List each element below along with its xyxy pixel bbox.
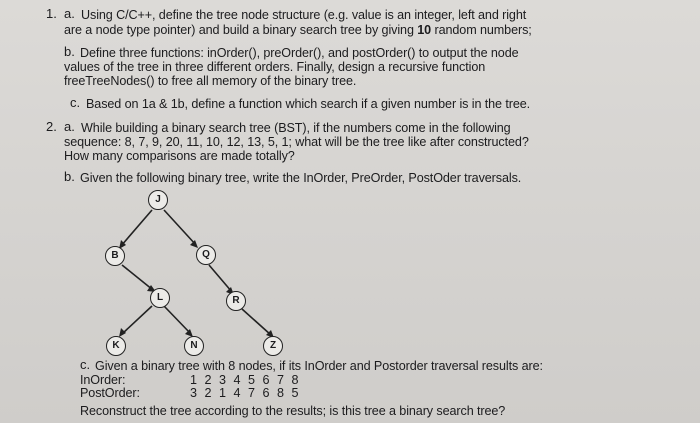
tree-node-r: R — [226, 291, 246, 311]
q2c-last-line: Reconstruct the tree according to the results; is this tree a binary search tree? — [80, 404, 506, 418]
q2c-line1: Given a binary tree with 8 nodes, if its InOrder and Postorder traversal results are: — [95, 359, 543, 373]
q1b-label: b. — [64, 44, 75, 59]
q1c-line1: Based on 1a & 1b, define a function which search if a given number is in the tree. — [86, 97, 531, 111]
q1a-label: a. — [64, 6, 75, 21]
tree-node-j: J — [148, 190, 168, 210]
q1-number: 1. — [46, 6, 57, 21]
tree-node-q: Q — [196, 245, 216, 265]
q1b-line1: Define three functions: inOrder(), preOrder(), and postOrder() to output the node — [80, 46, 519, 60]
q2a-line1: While building a binary search tree (BST), if the numbers come in the following — [81, 121, 511, 135]
q1a-line2-text: are a node type pointer) and build a binary search tree by giving — [64, 23, 414, 37]
q2b-line1: Given the following binary tree, write the InOrder, PreOrder, PostOder traversals. — [80, 171, 522, 185]
arrow-q — [190, 240, 198, 248]
q1a-line2 — [64, 23, 532, 37]
tree-node-k: K — [106, 336, 126, 356]
q2a-line3: How many comparisons are made totally? — [64, 149, 295, 163]
q2a-label: a. — [64, 119, 75, 134]
q1c-label: c. — [70, 95, 81, 110]
edge-q-r — [209, 265, 232, 292]
binary-tree-diagram — [70, 188, 330, 358]
arrow-k — [119, 328, 126, 337]
postorder-values: 3 2 1 4 7 6 8 5 — [190, 386, 301, 400]
postorder-label: PostOrder: — [80, 386, 140, 400]
edge-j-b — [121, 210, 152, 246]
inorder-values: 1 2 3 4 5 6 7 8 — [190, 373, 301, 387]
q1a-line1: Using C/C++, define the tree node structure (e.g. value is an integer, left and right — [81, 8, 527, 22]
edge-l-n — [164, 306, 191, 334]
q1a-random-count: 10 — [417, 23, 432, 37]
edge-r-z — [242, 309, 271, 335]
tree-node-b: B — [105, 246, 125, 266]
q1b-line2: values of the tree in three different orders. Finally, design a recursive function — [64, 60, 486, 74]
edge-b-l — [122, 265, 153, 290]
q2-number: 2. — [46, 119, 57, 134]
tree-node-l: L — [150, 288, 170, 308]
tree-node-z: Z — [263, 336, 283, 356]
q1a-line2-end: random numbers; — [434, 23, 532, 37]
tree-node-n: N — [184, 336, 204, 356]
inorder-label: InOrder: — [80, 373, 126, 387]
q2c-label: c. — [80, 357, 91, 372]
q2b-label: b. — [64, 169, 75, 184]
q1b-line3: freeTreeNodes() to free all memory of the binary tree. — [64, 74, 357, 88]
edge-l-k — [122, 306, 152, 334]
edge-j-q — [164, 210, 196, 245]
tree-edges — [70, 188, 330, 358]
q2a-line2: sequence: 8, 7, 9, 20, 11, 10, 12, 13, 5, 1; what will be the tree like after constructed? — [64, 135, 529, 149]
